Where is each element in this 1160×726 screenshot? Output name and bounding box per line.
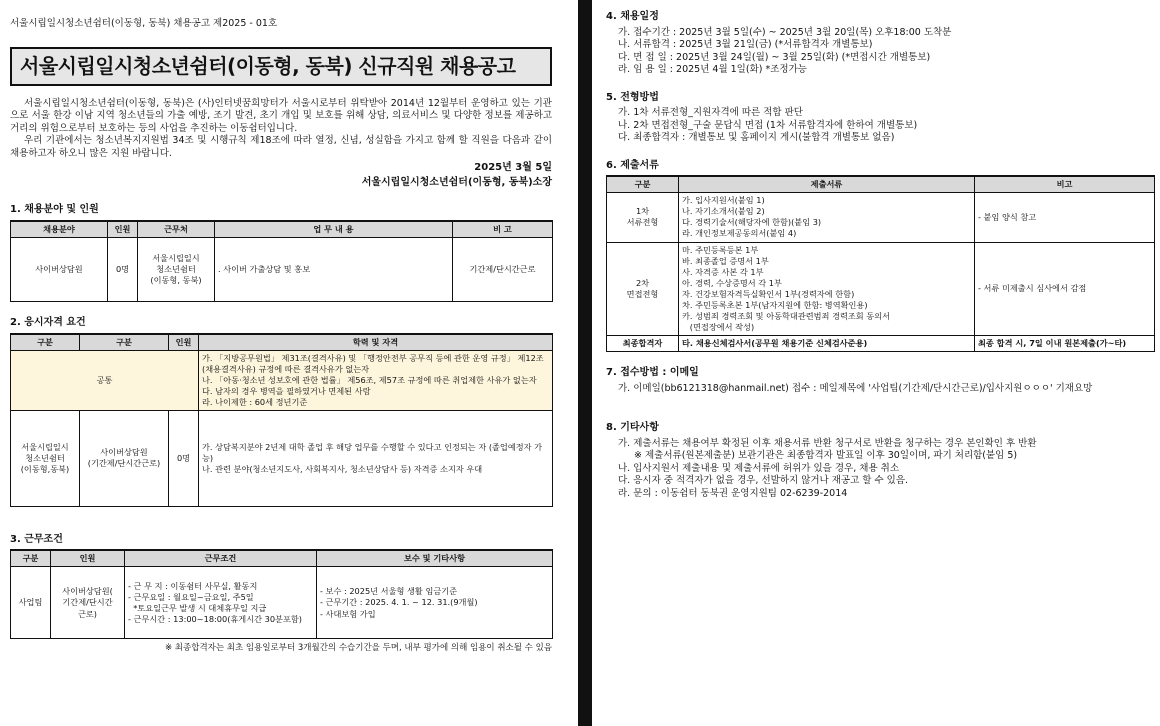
condition-line: - 근무요일 : 월요일~금요일, 주5일 (128, 591, 254, 602)
stage-2-note: - 서류 미제출시 심사에서 감점 (975, 242, 1155, 336)
intro (10, 98, 552, 161)
header-conditions: 근무조건 (125, 550, 317, 567)
role-requirements (199, 410, 553, 506)
pay-line: - 사대보험 가입 (320, 608, 376, 619)
cell-duties: . 사이버 가출상담 및 홍보 (215, 238, 453, 302)
role-item: 나. 관련 분야(청소년지도사, 사회복지사, 청소년상담사 등) 자격증 소지자 우대 (202, 463, 483, 474)
document-item: (면접장에서 작성) (682, 321, 755, 332)
selection-item: 나. 2차 면접전형_구술 문답식 면접 (1차 서류합격자에 한하여 개별통보) (618, 119, 918, 131)
document-item: 마. 주민등록등본 1부 (682, 244, 759, 255)
document-item: 나. 자기소개서(붙임 2) (682, 206, 765, 217)
cell-note: 기간제/단시간근로 (453, 238, 553, 302)
org-label: 서울시립일시 청소년쉼터 (이동형,동북) (11, 410, 80, 506)
signature: 서울시립일시청소년쉼터(이동형, 동북)소장 (361, 176, 552, 188)
misc-subnote: ※ 제출서류(원본제출분) 보관기관은 최종합격자 발표일 이후 30일이며, 파기 처리함(붙임 5) (634, 450, 1018, 462)
pay-line: - 보수 : 2025년 서울형 생활 임금기준 (320, 586, 458, 597)
work-type: 사업팀 (11, 567, 51, 639)
role-count: 0명 (169, 410, 199, 506)
stage-2-documents (679, 242, 975, 336)
probation-note: ※ 최종합격자는 최초 임용일로부터 3개월간의 수습기간을 두며, 내부 평가에 의해 임용이 취소될 수 있음 (164, 643, 552, 654)
page-title: 서울시립일시청소년쉼터(이동형, 동북) 신규직원 채용공고 (10, 47, 552, 86)
header-staff: 인원 (51, 550, 125, 567)
role-item: 가. 상담복지분야 2년제 대학 졸업 후 해당 업무를 수행할 수 있다고 인정되는 자 (졸업예정자 가능) (202, 441, 543, 463)
common-requirements (199, 350, 553, 410)
condition-line: - 근 무 지 : 이동쉼터 사무실, 활동지 (128, 580, 258, 591)
document-item: 카. 성범죄 경력조회 및 아동학대관련범죄 경력조회 동의서 (682, 310, 891, 321)
section-8-heading: 8. 기타사항 (606, 422, 659, 434)
section-4-heading: 4. 채용일정 (606, 11, 659, 22)
header-qualification: 학력 및 자격 (199, 334, 553, 351)
role-label: 사이버상담원 (기간제/단시간근로) (80, 410, 169, 506)
cell-workplace: 서울시립일시 청소년쉼터 (이동형, 동북) (138, 238, 215, 302)
document-item: 아. 경력, 수상증명서 각 1부 (682, 277, 782, 288)
section-2-heading: 2. 응시자격 요건 (10, 317, 86, 329)
stage-1-documents (679, 193, 975, 242)
schedule-item: 다. 면 접 일 : 2025년 3월 24일(월) ~ 3월 25일(화) (*면접시간 개별통보) (618, 51, 931, 63)
document-item: 라. 개인정보제공동의서(붙임 4) (682, 228, 797, 239)
schedule-item: 가. 접수기간 : 2025년 3월 5일(수) ~ 2025년 3월 20일(목) 오후18:00 도착분 (618, 26, 952, 38)
common-item: 가. 「지방공무원법」 제31조(결격사유) 및 「행정안전부 공무직 등에 관한 운영 규정」 제12조(채용결격사유) 규정에 따른 결격사유가 없는자 (202, 352, 544, 374)
stage-1-label: 1차 서류전형 (607, 193, 679, 242)
header-field: 채용분야 (11, 221, 108, 238)
stage-2-label: 2차 면접전형 (607, 242, 679, 336)
section-5-heading: 5. 전형방법 (606, 91, 659, 103)
header-count: 인원 (108, 221, 138, 238)
document-item: 차. 주민등록초본 1부(남자지원에 한함: 병역확인용) (682, 299, 868, 310)
intro-paragraph-1: 서울시립일시청소년쉼터(이동형, 동북)은 (사)인터넷꿈희망터가 서울시로부터 위탁받아 2014년 12월부터 운영하고 있는 기관으로 서울 한강 이남 지역 청소년들의 가출 예방, 조기 발견, 초기 개입 및 보호를 위해 상담, 의료서비스 및 다양한 정보를 제공하고 거리의 위험으로부터 보호하는 등의 사업을 추진하는 이동쉼터입니다. (10, 97, 552, 134)
common-label: 공통 (11, 350, 199, 410)
misc-item: 라. 문의 : 이동쉼터 동북권 운영지원팀 02-6239-2014 (618, 487, 848, 499)
cell-field: 사이버상담원 (11, 238, 108, 302)
selection-item: 다. 최종합격자 : 개별통보 및 홈페이지 게시(불합격 개별통보 없음) (618, 132, 895, 144)
document-item: 사. 자격증 사본 각 1부 (682, 266, 764, 277)
header-category-1: 구분 (11, 334, 80, 351)
schedule-item: 나. 서류합격 : 2025년 3월 21일(금) (*서류합격자 개별통보) (618, 39, 873, 51)
announcement-number: 서울시립일시청소년쉼터(이동형, 동북) 채용공고 제2025 - 01호 (10, 18, 278, 29)
common-item: 다. 남자의 경우 병역을 필하였거나 면제된 사람 (202, 385, 371, 396)
header-count: 인원 (169, 334, 199, 351)
header-workplace: 근무처 (138, 221, 215, 238)
section-6-heading: 6. 제출서류 (606, 159, 659, 171)
common-item: 나. 「아동·청소년 성보호에 관한 법률」 제56조, 제57조 규정에 따른 취업제한 사유가 없는자 (202, 374, 537, 385)
left-page (0, 0, 562, 726)
final-note: 최종 합격 시, 7일 이내 원본제출(가~타) (975, 336, 1155, 352)
application-method: 가. 이메일(bb6121318@hanmail.net) 접수 : 메일제목에 '사업팀(기간제/단시간근로)/입사지원ㅇㅇㅇ' 기재요망 (618, 382, 1093, 394)
recruitment-table (10, 220, 553, 302)
document-item: 바. 최종졸업 증명서 1부 (682, 255, 769, 266)
header-note: 비 고 (453, 221, 553, 238)
documents-table (606, 175, 1155, 352)
misc-item: 다. 응시자 중 적격자가 없을 경우, 선발하지 않거나 재공고 할 수 있음. (618, 475, 909, 487)
header-pay: 보수 및 기타사항 (317, 550, 553, 567)
final-label: 최종합격자 (607, 336, 679, 352)
right-page (592, 0, 1160, 726)
work-conditions (125, 567, 317, 639)
header-category-2: 구분 (80, 334, 169, 351)
header-remarks: 비고 (975, 176, 1155, 193)
section-7-heading: 7. 접수방법 : 이메일 (606, 367, 699, 379)
page-divider (578, 0, 592, 726)
header-documents: 제출서류 (679, 176, 975, 193)
work-conditions-table (10, 549, 553, 639)
intro-paragraph-2: 우리 기관에서는 청소년복지지원법 34조 및 시행규칙 제18조에 따라 열정, 신념, 성실함을 가지고 함께 할 직원을 다음과 같이 채용하고자 하오니 많은 지원 바랍니다. (10, 135, 552, 159)
document-item: 가. 입사지원서(붙임 1) (682, 195, 765, 206)
selection-item: 가. 1차 서류전형_지원자격에 따른 적합 판단 (618, 107, 803, 119)
document-item: 다. 경력기술서(해당자에 한함)(붙임 3) (682, 217, 822, 228)
section-3-heading: 3. 근무조건 (10, 533, 63, 545)
work-pay (317, 567, 553, 639)
header-type: 구분 (11, 550, 51, 567)
pay-line: - 근무기간 : 2025. 4. 1. ~ 12. 31.(9개월) (320, 597, 478, 608)
announcement-date: 2025년 3월 5일 (474, 162, 552, 174)
common-item: 라. 나이제한 : 60세 정년기준 (202, 396, 308, 407)
schedule-item: 라. 임 용 일 : 2025년 4월 1일(화) *조정가능 (618, 64, 807, 76)
stage-1-note: - 붙임 양식 참고 (975, 193, 1155, 242)
cell-count: 0명 (108, 238, 138, 302)
final-document: 타. 채용신체검사서(공무원 채용기준 신체검사준용) (679, 336, 975, 352)
work-staff: 사이버상담원( 기간제/단시간 근로) (51, 567, 125, 639)
section-1-heading: 1. 채용분야 및 인원 (10, 204, 99, 216)
misc-item: 나. 입사지원서 제출내용 및 제출서류에 허위가 있을 경우, 채용 취소 (618, 462, 899, 474)
document-item: 자. 건강보험자격득실확인서 1부(경력자에 한함) (682, 288, 855, 299)
header-stage: 구분 (607, 176, 679, 193)
condition-line: *토요일근무 발생 시 대체휴무일 지급 (128, 602, 267, 613)
misc-item: 가. 제출서류는 채용여부 확정된 이후 채용서류 반환 청구서로 반환을 청구하는 경우 본인확인 후 반환 (618, 437, 1037, 449)
qualification-table (10, 333, 553, 507)
header-duties: 업 무 내 용 (215, 221, 453, 238)
condition-line: - 근무시간 : 13:00~18:00(휴게시간 30분포함) (128, 614, 302, 625)
